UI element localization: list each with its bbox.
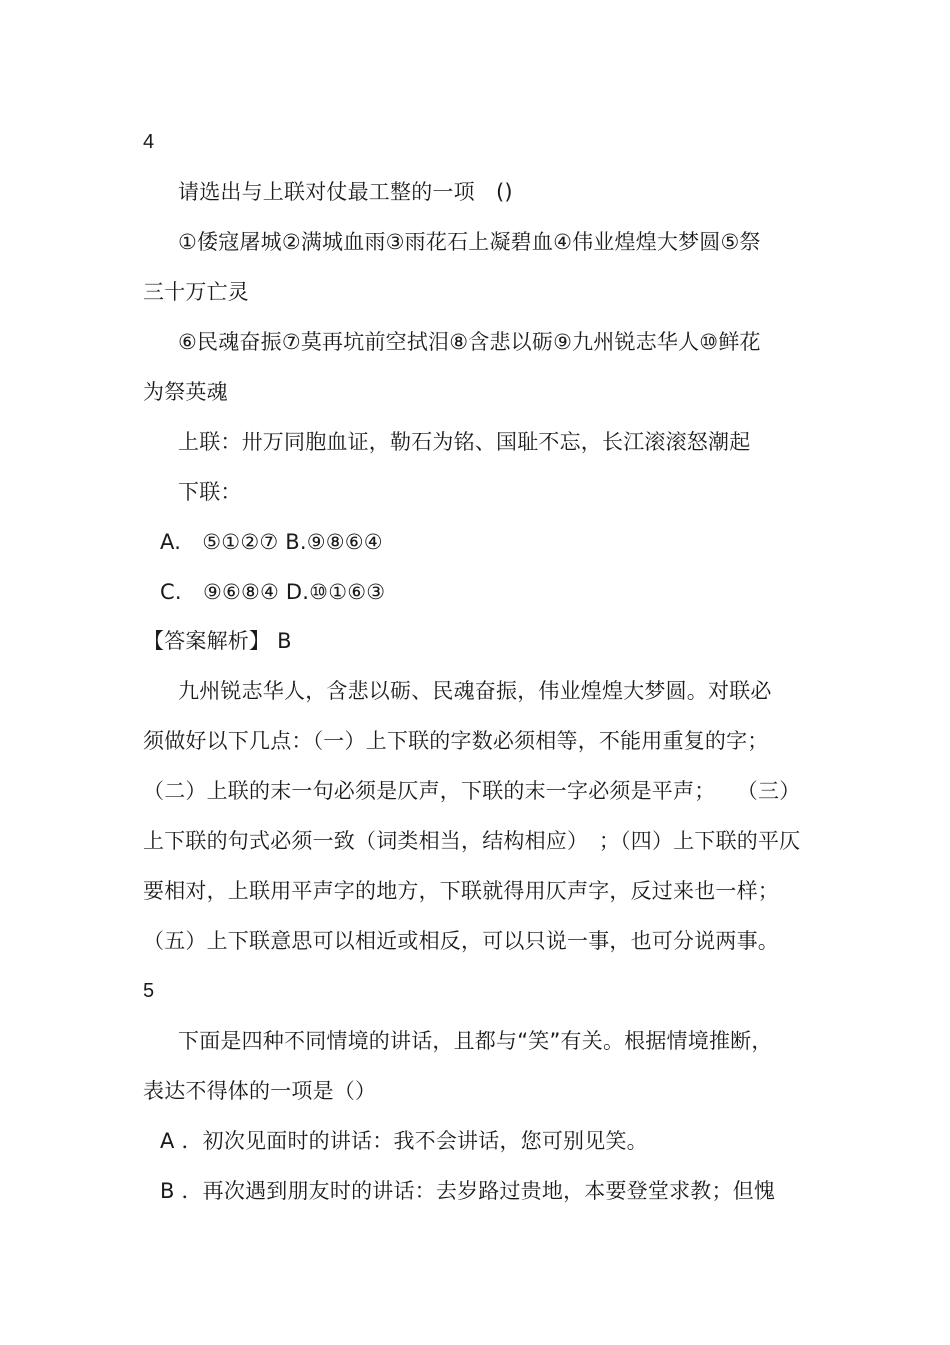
answer-label: 【答案解析】 B — [143, 629, 292, 653]
question-5-prompt-line-2: 表达不得体的一项是（） — [143, 1079, 377, 1103]
question-4-number: 4 — [143, 131, 155, 153]
question-5-number: 5 — [143, 980, 155, 1002]
question-4-options-line-2: 三十万亡灵 — [143, 280, 249, 304]
explanation-line-1: 九州锐志华人，含悲以砺、民魂奋振，伟业煌煌大梦圆。对联必 — [178, 679, 772, 703]
question-5-prompt-line-1: 下面是四种不同情境的讲话，且都与“笑”有关。根据情境推断， — [178, 1029, 773, 1053]
choices-a-b: A. ⑤①②⑦ B.⑨⑧⑥④ — [160, 530, 383, 554]
explanation-line-5: 要相对，上联用平声字的地方，下联就得用仄声字，反过来也一样； — [143, 879, 779, 903]
explanation-line-2: 须做好以下几点：（一）上下联的字数必须相等，不能用重复的字； — [143, 729, 769, 753]
choices-c-d: C. ⑨⑥⑧④ D.⑩①⑥③ — [160, 580, 386, 604]
explanation-line-4: 上下联的句式必须一致（词类相当，结构相应） ；（四）上下联的平仄 — [143, 829, 801, 853]
question-4-options-line-1: ①倭寇屠城②满城血雨③雨花石上凝碧血④伟业煌煌大梦圆⑤祭 — [178, 230, 761, 254]
lower-couplet-label: 下联： — [178, 480, 242, 504]
question-4-options-line-3: ⑥民魂奋振⑦莫再坑前空拭泪⑧含悲以砺⑨九州锐志华人⑩鲜花 — [178, 330, 761, 354]
explanation-line-3: （二）上联的末一句必须是仄声，下联的末一字必须是平声； （三） — [143, 779, 801, 803]
explanation-line-6: （五）上下联意思可以相近或相反，可以只说一事，也可分说两事。 — [143, 929, 779, 953]
question-5-option-b: B ．再次遇到朋友时的讲话：去岁路过贵地，本要登堂求教；但愧 — [160, 1179, 776, 1203]
question-4-options-line-4: 为祭英魂 — [143, 380, 228, 404]
upper-couplet: 上联：卅万同胞血证，勒石为铭、国耻不忘，长江滚滚怒潮起 — [178, 430, 751, 454]
question-5-option-a: A ．初次见面时的讲话：我不会讲话，您可别见笑。 — [160, 1129, 648, 1153]
question-4-prompt: 请选出与上联对仗最工整的一项 () — [178, 180, 513, 204]
